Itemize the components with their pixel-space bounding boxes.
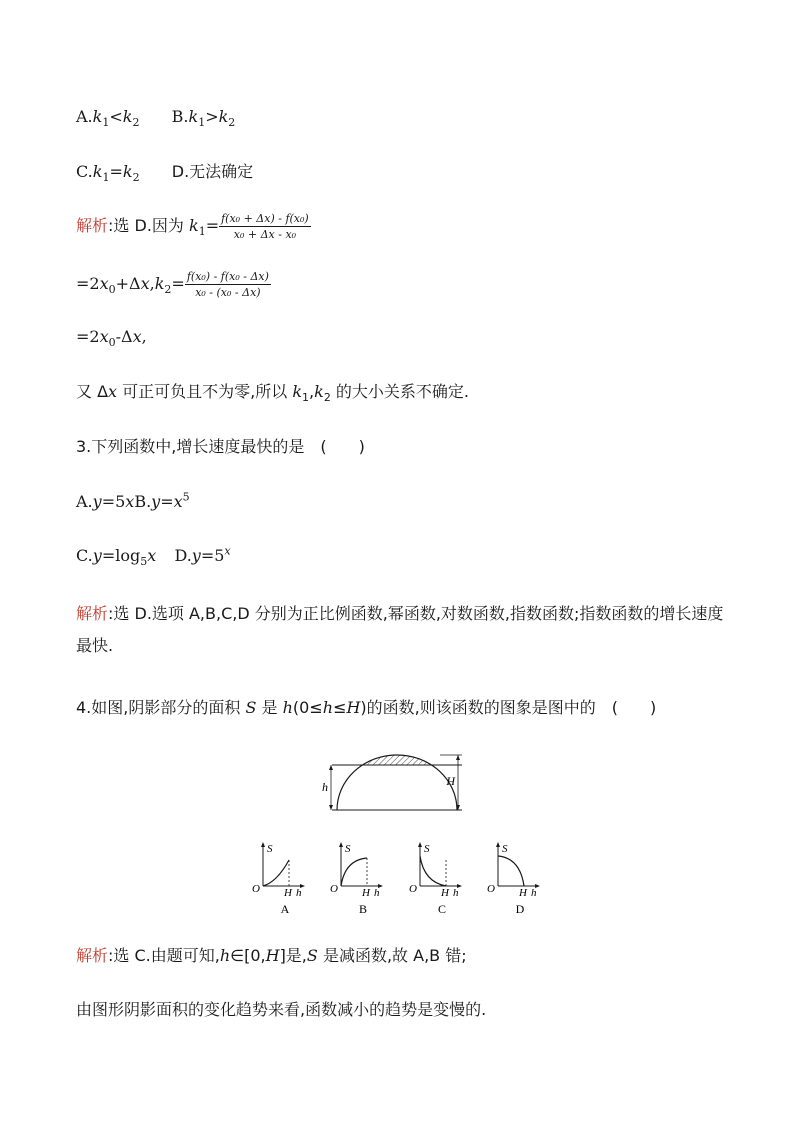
graph-d-label: D [515, 902, 525, 916]
svg-text:O: O [252, 883, 260, 895]
svg-text:H: H [284, 887, 292, 899]
fraction-k2: $\frac{\text{f(x₀) - f(x₀ - Δx)}}{\text{x₀ - (x₀ - Δx)}}$ [186, 270, 269, 299]
q4-solution-line2: 由图形阴影面积的变化趋势来看,函数减小的趋势是变慢的. [76, 1000, 487, 1019]
q2-solution-line1: 解析:选 D.因为 $k_1=$ $\frac{\text{f(x₀ + Δx) - f(x₀)}}{\text{x₀ + Δx - x₀}}$ [76, 212, 309, 241]
svg-text:h: h [374, 887, 380, 899]
svg-text:S: S [267, 843, 273, 855]
q4-solution-line1: 解析:选 C.由题可知,h∈[0,H]是,S 是减函数,故 A,B 错; [76, 946, 467, 965]
svg-text:H: H [362, 887, 370, 899]
svg-text:S: S [502, 843, 508, 855]
jiexi-label: 解析 [76, 216, 109, 235]
svg-text:S: S [424, 843, 430, 855]
q2-options-cd: $C.k_1=k_2$ D.无法确定 [76, 162, 254, 185]
graph-c-label: C [437, 902, 447, 916]
svg-text:S: S [345, 843, 351, 855]
q2-options-ab: $A.k_1<k_2$ $B.k_1>k_2$ [76, 107, 236, 130]
fig-h-label: h [322, 780, 328, 794]
q4-stem: 4.如图,阴影部分的面积 S 是 h(0≤h≤H)的函数,则该函数的图象是图中的 ( ) [76, 698, 657, 717]
q3-options-ab: $A.y=5xB.y=x^5$ [76, 490, 190, 511]
svg-text:O: O [330, 883, 338, 895]
graph-c [409, 842, 462, 916]
graphs-abcd [245, 838, 555, 920]
jiexi-label: 解析 [76, 946, 109, 965]
q2-conclusion: 又 Δx 可正可负且不为零,所以 $k_1,k_2$ 的大小关系不确定. [76, 382, 470, 405]
svg-text:O: O [487, 883, 495, 895]
q2-solution-line2: $=2x_0+\Delta x,k_2=$ $\frac{\text{f(x₀) - f(x₀ - Δx)}}{\text{x₀ - (x₀ - Δx)}}$ [76, 270, 269, 299]
graph-b [330, 842, 383, 916]
graph-a-label: A [280, 902, 290, 916]
graph-a [252, 842, 305, 916]
svg-text:h: h [453, 887, 459, 899]
graph-b-label: B [358, 902, 368, 916]
fig-H-label: H [446, 774, 455, 788]
svg-text:h: h [531, 887, 537, 899]
fraction-k1: $\frac{\text{f(x₀ + Δx) - f(x₀)}}{\text{x₀ + Δx - x₀}}$ [221, 212, 309, 241]
svg-text:H: H [519, 887, 527, 899]
svg-text:h: h [296, 887, 302, 899]
q3-solution: 解析:选 D.选项 A,B,C,D 分别为正比例函数,幂函数,对数函数,指数函数;指数函数的增长速度最快. [76, 604, 724, 655]
semicircle-figure [320, 744, 480, 816]
jiexi-label: 解析 [76, 604, 109, 623]
graph-d [487, 842, 540, 916]
q2-solution-line3: $=2x_0-\Delta x$, [76, 327, 147, 350]
q3-stem: 3.下列函数中,增长速度最快的是 ( ) [76, 437, 365, 456]
q3-options-cd: $C.y=\log_5x$ $D.y=5^x$ [76, 544, 231, 569]
svg-text:O: O [409, 883, 417, 895]
svg-text:H: H [441, 887, 449, 899]
